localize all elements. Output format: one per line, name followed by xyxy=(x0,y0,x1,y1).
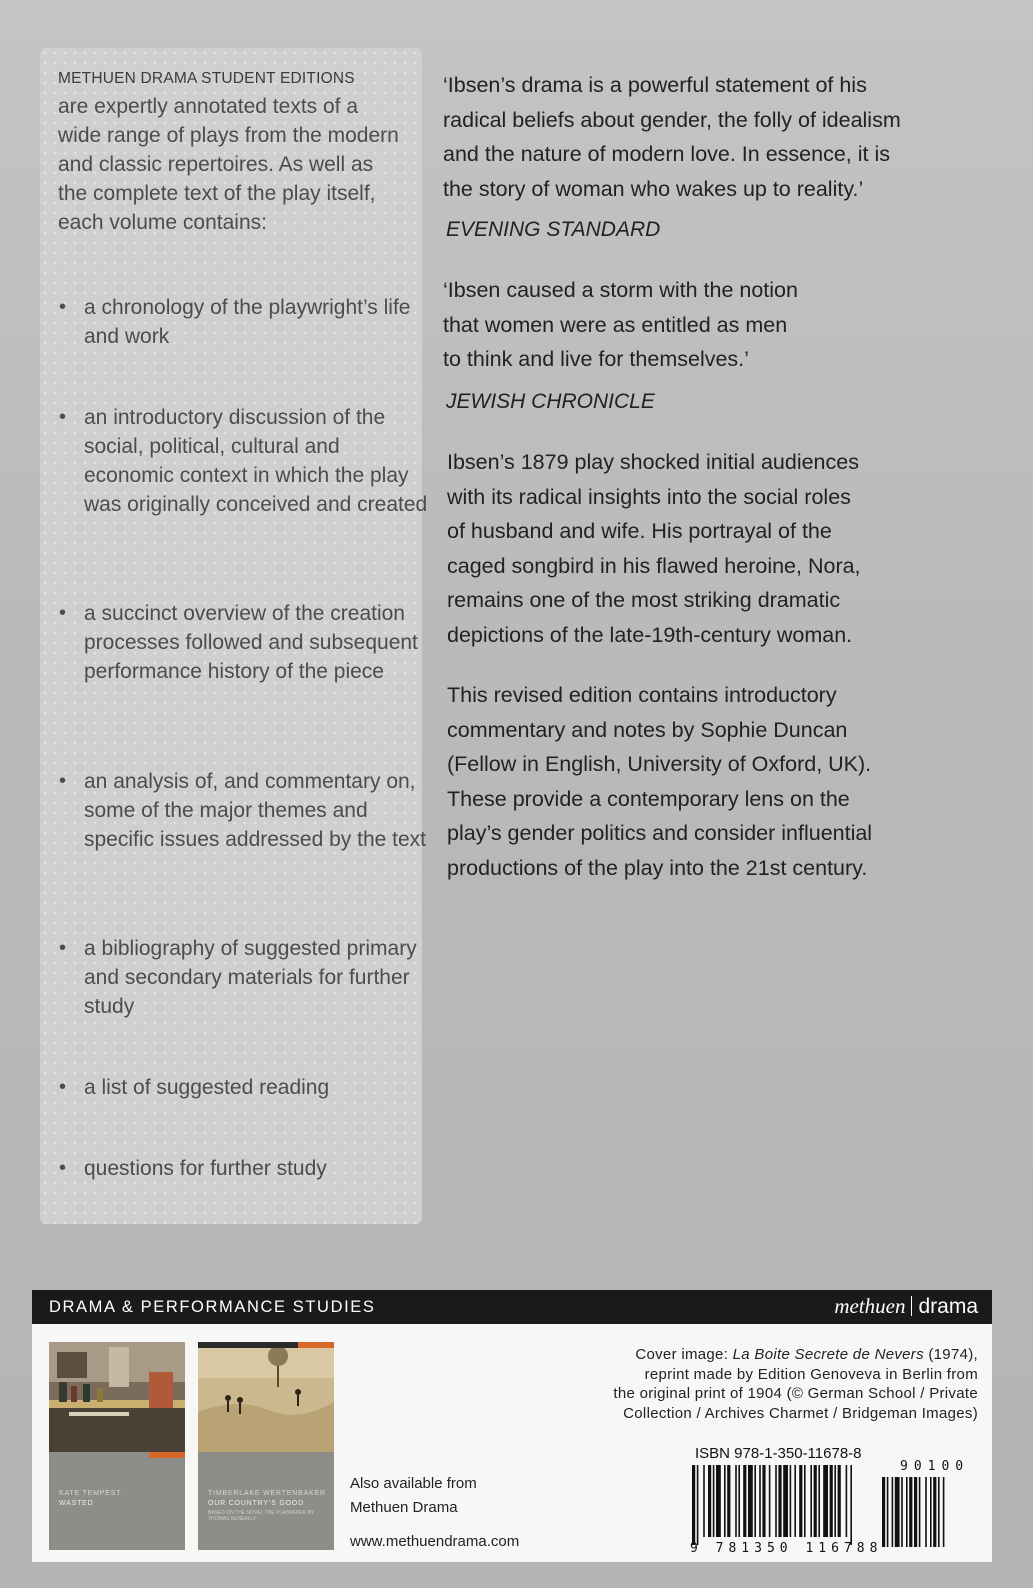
blurb-paragraph-1: Ibsen’s 1879 play shocked initial audiences with its radical insights into the social roles of husband and wife. His portrayal of the caged songbird in his flawed heroine, Nora, remains one of the most striking dramatic depictions of the late-19th-century woman. xyxy=(447,450,861,647)
barcode-bar xyxy=(790,1465,792,1537)
barcode-addon-bar xyxy=(901,1477,903,1547)
bullet-icon: • xyxy=(59,770,67,792)
barcode-addon-bar xyxy=(892,1477,894,1547)
list-item: • an analysis of, and commentary on, some of the major themes and specific issues addressed by the text xyxy=(58,767,434,854)
barcode-addon-bar xyxy=(930,1477,932,1547)
bullet-icon: • xyxy=(59,406,67,428)
barcode-bar xyxy=(754,1465,756,1537)
series-intro: are expertly annotated texts of a wide range of plays from the modern and classic repertoires. As well as the complete text of the play itself, each volume contains: xyxy=(58,95,399,234)
quote-source-2: JEWISH CHRONICLE xyxy=(446,390,655,413)
barcode-bar xyxy=(818,1465,820,1537)
barcode-bar xyxy=(823,1465,828,1537)
list-item: • questions for further study xyxy=(58,1154,434,1183)
barcode-bar xyxy=(778,1465,781,1537)
cover-photo-icon xyxy=(49,1342,185,1452)
list-item: • a list of suggested reading xyxy=(58,1073,434,1102)
barcode-bar xyxy=(748,1465,753,1537)
barcode-bar xyxy=(838,1465,841,1537)
barcode-bar xyxy=(769,1465,771,1537)
quote-source-1: EVENING STANDARD xyxy=(446,218,661,241)
barcode-bar xyxy=(716,1465,721,1537)
barcode-bar xyxy=(814,1465,817,1537)
barcode-bar xyxy=(743,1465,746,1537)
barcode-bar xyxy=(799,1465,802,1537)
barcode-bar xyxy=(713,1465,715,1537)
barcode-bar xyxy=(703,1465,705,1537)
barcode-addon-bar xyxy=(914,1477,917,1547)
related-book-thumbnail: KATE TEMPEST WASTED xyxy=(49,1342,185,1550)
cover-credit: Cover image: La Boite Secrete de Nevers (1974), reprint made by Edition Genoveva in Berlin from the original print of 1904 (© German School / Private Collection / Archives Charmet / Bridgeman Images) xyxy=(613,1346,978,1422)
list-item: • a succinct overview of the creation processes followed and subsequent performance history of the piece xyxy=(58,599,434,686)
barcode-bar xyxy=(697,1465,699,1545)
barcode-bar xyxy=(738,1465,740,1537)
list-item: • an introductory discussion of the social, political, cultural and economic context in which the play was originally conceived and created xyxy=(58,403,434,519)
bullet-icon: • xyxy=(59,1076,67,1098)
blurb-paragraph-2: This revised edition contains introductory commentary and notes by Sophie Duncan (Fellow in English, University of Oxford, UK). These provide a contemporary lens on the play’s gender politics and consider influential productions of the play into the 21st century. xyxy=(447,683,873,880)
list-item: • a chronology of the playwright’s life and work xyxy=(58,293,434,351)
barcode-bar xyxy=(810,1465,812,1537)
barcode-addon-bar xyxy=(925,1477,927,1547)
barcode-addon-bar xyxy=(906,1477,908,1547)
barcode-bar xyxy=(692,1465,695,1545)
category-band xyxy=(32,1290,992,1324)
barcode-addon-number: 90100 xyxy=(900,1459,970,1474)
publisher-logo: methuen drama xyxy=(834,1294,978,1318)
barcode-addon-bar xyxy=(919,1477,921,1547)
also-available-text: Also available from Methuen Drama xyxy=(350,1475,477,1516)
barcode-addon-bar xyxy=(895,1477,900,1547)
barcode-bar xyxy=(735,1465,737,1537)
barcode-bar xyxy=(727,1465,730,1537)
barcode-addon-bar xyxy=(933,1477,936,1547)
review-quote-1: ‘Ibsen’s drama is a powerful statement of his radical beliefs about gender, the folly of idealism and the nature of modern love. In essence, it is the story of woman who wakes up to reality.’ xyxy=(443,73,901,201)
bullet-icon: • xyxy=(59,937,67,959)
series-heading: METHUEN DRAMA STUDENT EDITIONS xyxy=(58,70,355,87)
barcode-addon-bar xyxy=(909,1477,912,1547)
review-quote-2: ‘Ibsen caused a storm with the notion that women were as entitled as men to think and live for themselves.’ xyxy=(443,278,798,371)
barcode-addon-bar xyxy=(938,1477,940,1547)
barcode-number: 9 781350 116788 xyxy=(690,1541,883,1556)
bullet-icon: • xyxy=(59,296,67,318)
bullet-icon: • xyxy=(59,1157,67,1179)
barcode-bar xyxy=(724,1465,726,1537)
list-item: • a bibliography of suggested primary and secondary materials for further study xyxy=(58,934,434,1021)
barcode-bar xyxy=(846,1465,848,1537)
barcode-bar xyxy=(794,1465,796,1537)
cover-illustration-icon xyxy=(198,1342,334,1452)
barcode-bar xyxy=(834,1465,836,1537)
barcode-bar xyxy=(762,1465,765,1537)
barcode-bar xyxy=(775,1465,777,1537)
isbn-label: ISBN 978-1-350-11678-8 xyxy=(695,1445,862,1462)
barcode-bar xyxy=(759,1465,761,1537)
barcode-bar xyxy=(783,1465,788,1537)
barcode-bar xyxy=(830,1465,833,1537)
barcode-bar xyxy=(850,1465,852,1545)
related-book-thumbnail: TIMBERLAKE WERTENBAKER OUR COUNTRY’S GOOD BASED ON THE NOVEL THE PLAYMAKER BY THOMAS KENEALLY xyxy=(198,1342,334,1550)
category-label: DRAMA & PERFORMANCE STUDIES xyxy=(49,1298,376,1316)
barcode-addon-bar xyxy=(943,1477,945,1547)
barcode-addon-bar xyxy=(887,1477,889,1547)
barcode-bar xyxy=(804,1465,806,1537)
barcode-addon-bar xyxy=(882,1477,885,1547)
publisher-url[interactable]: www.methuendrama.com xyxy=(350,1533,520,1550)
bullet-icon: • xyxy=(59,602,67,624)
barcode-bar xyxy=(708,1465,711,1537)
